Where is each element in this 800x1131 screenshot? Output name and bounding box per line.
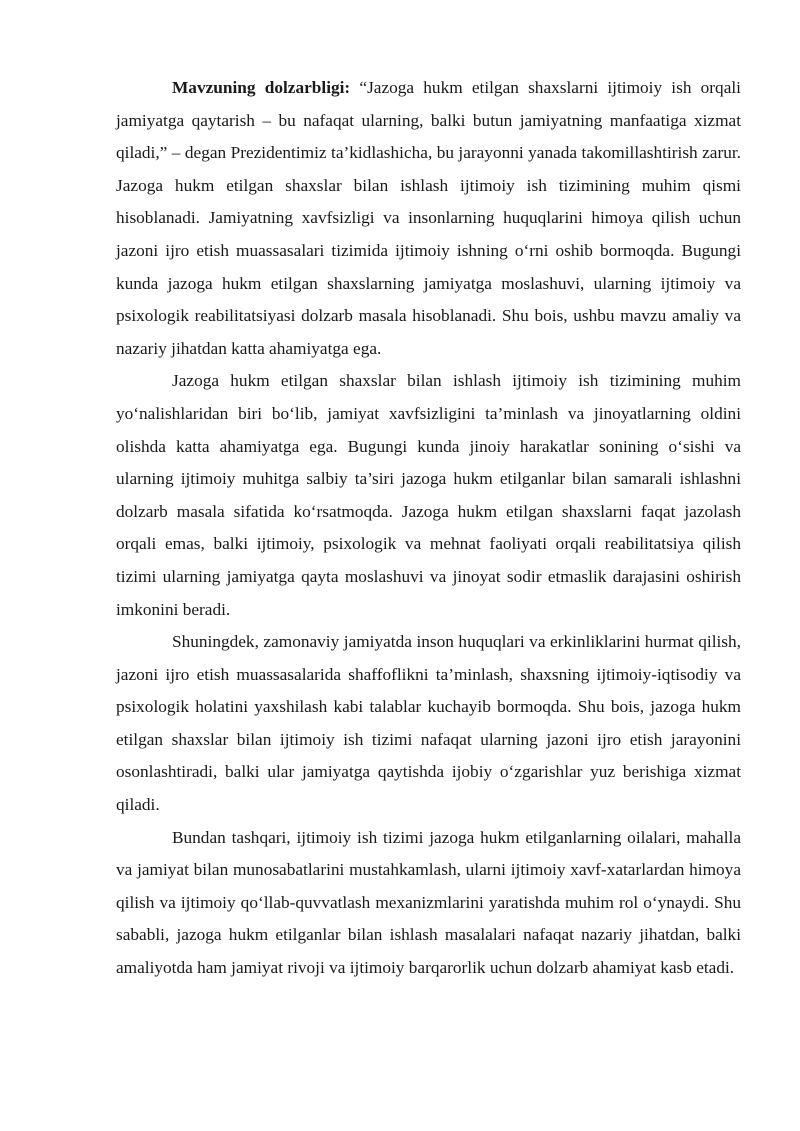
paragraph-relevance — [116, 72, 741, 365]
document-page — [116, 72, 741, 985]
paragraph-4: Bundan tashqari, ijtimoiy ish tizimi jazoga hukm etilganlarning oilalari, mahalla va jamiyat bilan munosabatlarini mustahkamlash, ularni ijtimoiy xavf-xatarlardan himoya qilish va ijtimoiy qo‘llab-quvvatlash mexanizmlarini yaratishda muhim rol o‘ynaydi. Shu sababli, jazoga hukm etilganlar bilan ishlash masalalari nafaqat nazariy jihatdan, balki amaliyotda ham jamiyat rivoji va ijtimoiy barqarorlik uchun dolzarb ahamiyat kasb etadi. — [116, 827, 741, 978]
paragraph-3: Shuningdek, zamonaviy jamiyatda inson huquqlari va erkinliklarini hurmat qilish, jazoni ijro etish muassasalarida shaffoflikni ta’minlash, shaxsning ijtimoiy-iqtisodiy va psixologik holatini yaxshilash kabi talablar kuchayib bormoqda. Shu bois, jazoga hukm etilgan shaxslar bilan ijtimoiy ish tizimi nafaqat ularning jazoni ijro etish jarayonini osonlashtiradi, balki ular jamiyatga qaytishda ijobiy o‘zgarishlar yuz berishiga xizmat qiladi. — [116, 632, 741, 815]
paragraph-2: Jazoga hukm etilgan shaxslar bilan ishlash ijtimoiy ish tizimining muhim yo‘nalishlaridan biri bo‘lib, jamiyat xavfsizligini ta’minlash va jinoyatlarning oldini olishda katta ahamiyatga ega. Bugungi kunda jinoiy harakatlar sonining o‘sishi va ularning ijtimoiy muhitga salbiy ta’siri jazoga hukm etilganlar bilan samarali ishlashni dolzarb masala sifatida ko‘rsatmoqda. Jazoga hukm etilgan shaxslarni faqat jazolash orqali emas, balki ijtimoiy, psixologik va mehnat faoliyati orqali reabilitatsiya qilish tizimi ularning jamiyatga qayta moslashuvi va jinoyat sodir etmaslik darajasini oshirish imkonini beradi. — [116, 371, 741, 619]
paragraph-text: “Jazoga hukm etilgan shaxslarni ijtimoiy ish orqali jamiyatga qaytarish – bu nafaqat ularning, balki butun jamiyatning manfaatiga xizmat qiladi,” – degan Prezidentimiz ta’kidlashicha, bu jarayonni yanada takomillashtirish zarur. Jazoga hukm etilgan shaxslar bilan ishlash ijtimoiy ish tizimining muhim qismi hisoblanadi. Jamiyatning xavfsizligi va insonlarning huquqlarini himoya qilish uchun jazoni ijro etish muassasalari tizimida ijtimoiy ishning o‘rni oshib bormoqda. Bugungi kunda jazoga hukm etilgan shaxslarning jamiyatga moslashuvi, ularning ijtimoiy va psixologik reabilitatsiyasi dolzarb masala hisoblanadi. Shu bois, ushbu mavzu amaliy va nazariy jihatdan katta ahamiyatga ega. — [116, 78, 741, 358]
relevance-heading: Mavzuning dolzarbligi: — [172, 78, 351, 97]
